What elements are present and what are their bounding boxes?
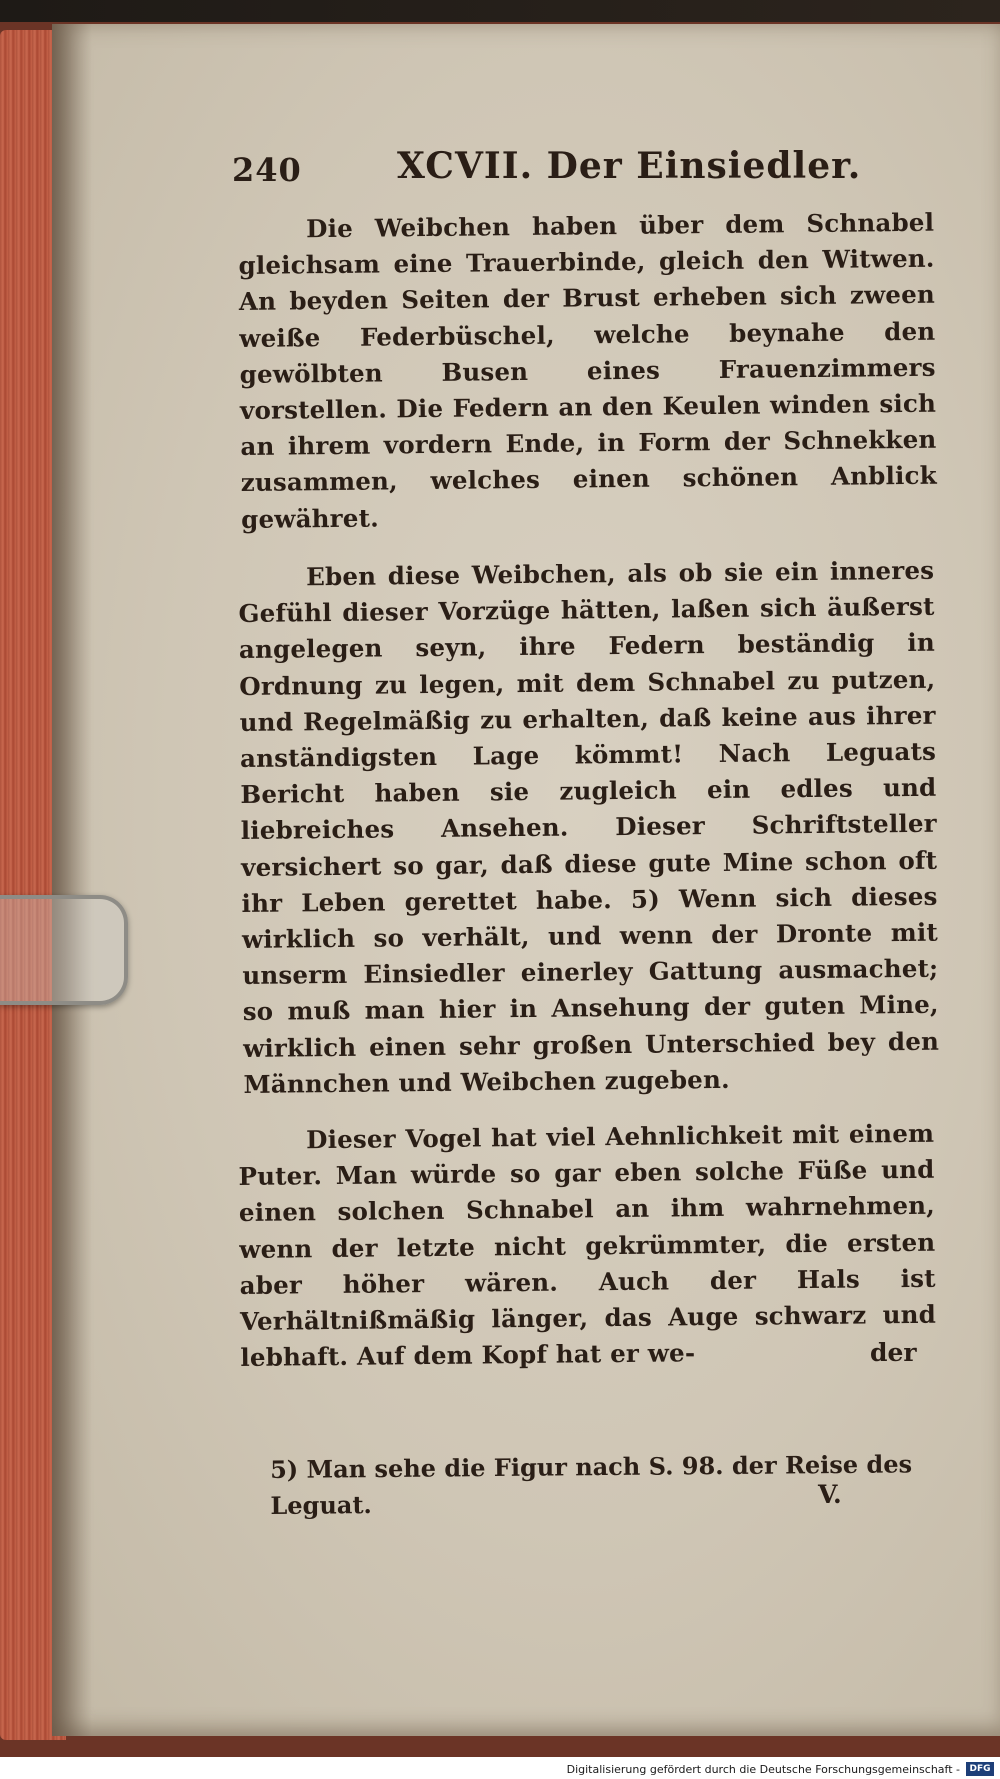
page-clip — [0, 895, 128, 1005]
dfg-logo: DFG — [966, 1762, 994, 1776]
gutter-shadow — [52, 24, 92, 1736]
footnote: 5) Man sehe die Figur nach S. 98. der Reise des Leguat. — [270, 1449, 913, 1520]
paragraph: Eben diese Weibchen, als ob sie ein inneres Gefühl dieser Vorzüge hätten, laßen sich äußerst angelegen seyn, ihre Federn beständig in Ordnung zu legen, mit dem Schnabel zu putzen, und Regelmäßig zu erhalten, daß keine aus ihrer anständigsten Lage kömmt! Nach Leguats Bericht haben sie zugleich ein edles und liebreiches Ansehen. Dieser Schriftsteller versichert so gar, daß diese gute Mine schon oft ihr Leben gerettet habe. 5) Wenn sich dieses wirklich so verhält, und wenn der Dronte mit unserm Einsiedler einerley Gattung ausmachet; so muß man hier in Ansehung der guten Mine, wirklich einen sehr großen Unterschied bey den Männchen und Weibchen zugeben. — [238, 555, 940, 1099]
digitization-credit-bar — [0, 1757, 1000, 1779]
page-header — [232, 145, 932, 191]
paragraph: Dieser Vogel hat viel Aehnlichkeit mit einem Puter. Man würde so gar eben solche Füße und einen solchen Schnabel an ihm wahrnehmen, wenn der letzte nicht gekrümmter, die ersten aber höher wären. Auch der Hals ist Verhältnißmäßig länger, das Auge schwarz und lebhaft. Auf dem Kopf hat er we- — [238, 1118, 937, 1373]
catchword: der — [870, 1338, 917, 1367]
running-title: XCVII. Der Einsiedler. — [397, 145, 862, 187]
digitization-credit: Digitalisierung gefördert durch die Deutsche Forschungsgemeinschaft - — [566, 1763, 960, 1776]
paragraph: Die Weibchen haben über dem Schnabel gleichsam eine Trauerbinde, gleich den Witwen. An beyden Seiten der Brust erheben sich zween weiße Federbüschel, welche beynahe den gewölbten Busen eines Frauenzimmers vorstellen. Die Federn an den Keulen winden sich an ihrem vordern Ende, in Form der Schnekken zusammen, welches einen schönen Anblick gewähret. — [238, 207, 937, 534]
page-number: 240 — [232, 151, 302, 189]
footnote-signature: V. — [818, 1480, 842, 1509]
